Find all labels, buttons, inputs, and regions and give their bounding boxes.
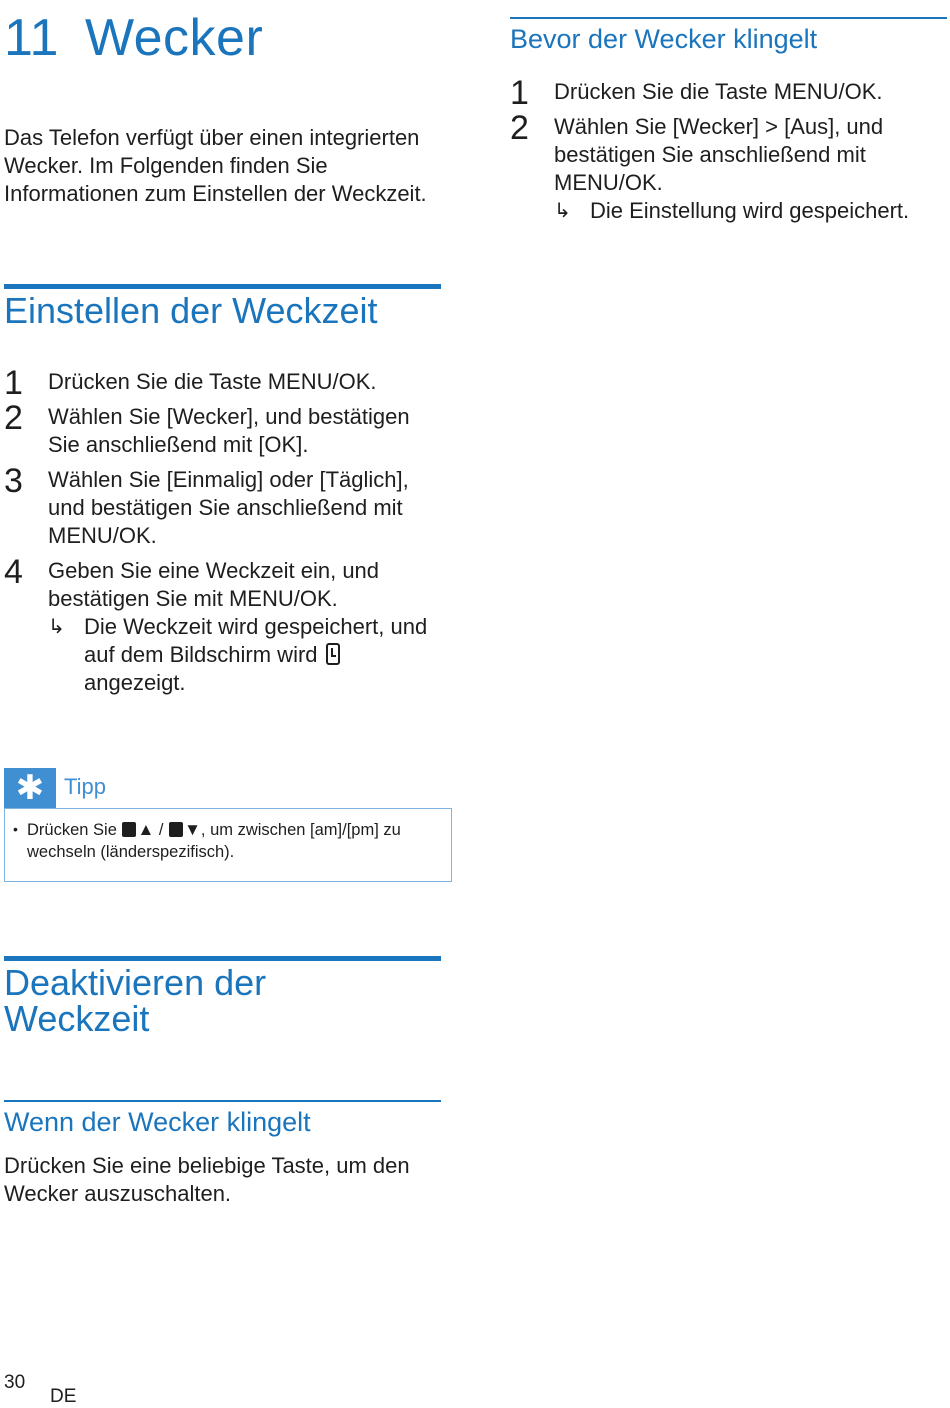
result-arrow-icon: ↳: [554, 200, 571, 222]
step-number: 1: [4, 364, 23, 402]
down-arrow-icon: ▼: [184, 820, 201, 839]
step-number: 2: [510, 109, 529, 147]
redial-key-icon: [169, 822, 183, 837]
tip-box: [4, 808, 452, 882]
page-number: 30: [4, 1372, 26, 1393]
step-number: 3: [4, 462, 23, 500]
step-result: ↳ Die Einstellung wird gespeichert.: [554, 198, 910, 223]
phonebook-key-icon: [122, 822, 136, 837]
asterisk-icon: ✱: [4, 768, 56, 808]
ringing-text: Drücken Sie eine beliebige Taste, um den Wecker auszuschalten.: [4, 1153, 410, 1206]
alarm-clock-icon: [326, 643, 340, 665]
chapter-title: [4, 8, 263, 68]
step-3: 3 Wählen Sie [Einmalig] oder [Täglich], und bestätigen Sie anschließend mit MENU/OK.: [4, 462, 409, 548]
set-alarm-heading: Einstellen der Weckzeit: [4, 284, 441, 329]
ringing-heading: Wenn der Wecker klingelt: [4, 1100, 441, 1138]
before-ringing-heading: Bevor der Wecker klingelt: [510, 17, 947, 55]
step-result: ↳ Die Weckzeit wird gespeichert, und auf dem Bildschirm wird angezeigt.: [48, 614, 428, 695]
before-ringing-steps: [510, 74, 950, 232]
step-1: 1 Drücken Sie die Taste MENU/OK.: [510, 74, 883, 112]
chapter-number: 11: [4, 9, 59, 67]
up-arrow-icon: ▲: [137, 820, 155, 839]
step-number: 1: [510, 74, 529, 112]
result-arrow-icon: ↳: [48, 616, 65, 638]
language-code: DE: [50, 1386, 77, 1407]
step-number: 4: [4, 553, 23, 591]
disable-alarm-heading: Deaktivieren der Weckzeit: [4, 956, 441, 1037]
tip-label: Tipp: [64, 774, 106, 799]
step-1: 1 Drücken Sie die Taste MENU/OK.: [4, 364, 377, 402]
set-alarm-steps: [4, 364, 444, 704]
step-number: 2: [4, 399, 23, 437]
tip-item: • Drücken Sie ▲ / ▼, um zwischen [am]/[pm] zu wechseln (länderspezifisch).: [13, 820, 401, 861]
bullet: •: [13, 821, 18, 837]
step-2: 2 Wählen Sie [Wecker], und bestätigen Sie anschließend mit [OK].: [4, 399, 410, 457]
step-4: 4 Geben Sie eine Weckzeit ein, und bestätigen Sie mit MENU/OK. ↳ Die Weckzeit wird gespeichert, und auf dem Bildschirm wird angezeigt.: [4, 557, 444, 697]
chapter-heading: Wecker: [84, 9, 264, 67]
step-2: 2 Wählen Sie [Wecker] > [Aus], und bestätigen Sie anschließend mit MENU/OK. ↳ Die Einstellung wird gespeichert.: [510, 113, 950, 225]
intro-paragraph: Das Telefon verfügt über einen integrierten Wecker. Im Folgenden finden Sie Informationen zum Einstellen der Weckzeit.: [4, 125, 427, 206]
